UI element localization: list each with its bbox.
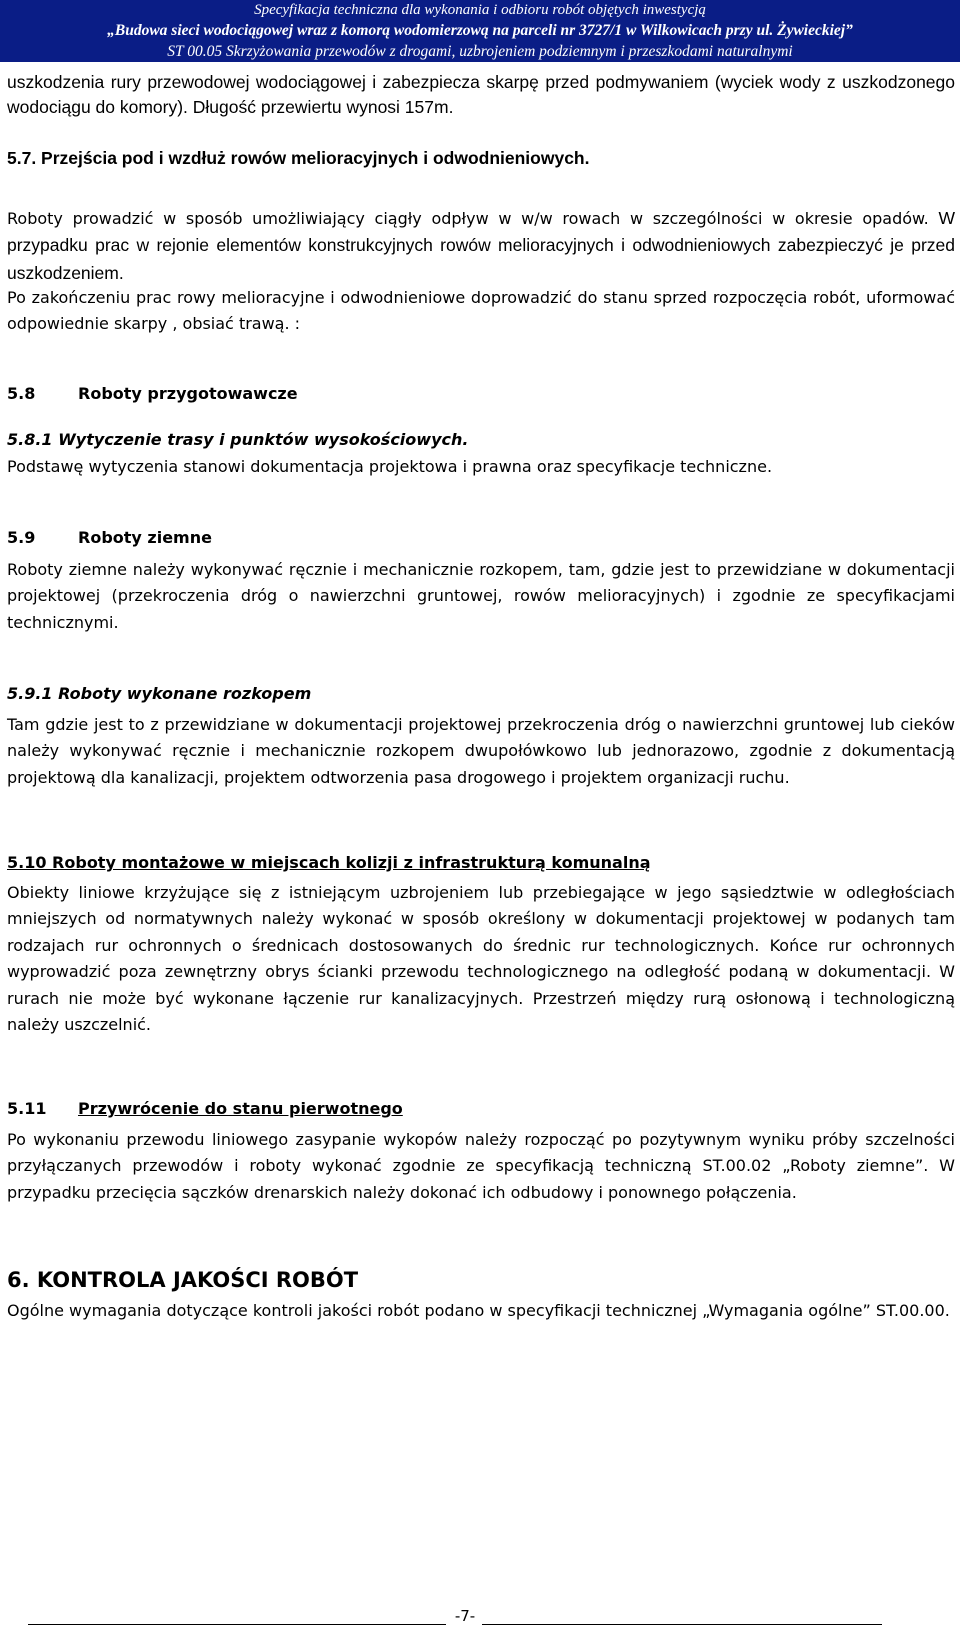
section-5-8-heading xyxy=(7,382,955,406)
section-5-7-p1-part2: W przypadku prac w rejonie elementów konstrukcyjnych rowów melioracyjnych i odwodnieniowych zabezpieczyć je przed uszkodzeniem. xyxy=(7,208,955,283)
section-5-9-title: Roboty ziemne xyxy=(78,528,212,547)
section-5-7-paragraph-1 xyxy=(7,205,955,287)
section-5-11-paragraph: Po wykonaniu przewodu liniowego zasypanie wykopów należy rozpocząć po pozytywnym wyniku próby szczelności przyłączanych przewodów i roboty wykonać zgodnie ze specyfikacją techniczną ST.00.02 „Roboty ziemne”. W przypadku przecięcia sączków drenarskich należy dokonać ich odbudowy i ponownego połączenia. xyxy=(7,1130,955,1202)
section-5-9-1-paragraph: Tam gdzie jest to z przewidziane w dokumentacji projektowej przekroczenia dróg o nawierzchni gruntowej lub cieków należy wykonywać ręcznie i mechanicznie rozkopem dwupołówkowo lub jednorazowo, zgodnie z dokumentacją projektową dla kanalizacji, projektem odtworzenia pasa drogowego i projektem organizacji ruchu. xyxy=(7,715,955,787)
header-spec-code: ST 00.05 Skrzyżowania przewodów z drogami, uzbrojeniem podziemnym i przeszkodami naturalnymi xyxy=(167,43,793,60)
page-header xyxy=(0,0,960,62)
section-5-9-number: 5.9 xyxy=(7,528,36,547)
section-5-11-heading xyxy=(7,1097,955,1121)
footer-rule-left xyxy=(28,1624,446,1625)
footer-rule-right xyxy=(482,1624,882,1625)
page-number: -7- xyxy=(454,1607,476,1625)
intro-paragraph: uszkodzenia rury przewodowej wodociągowej i zabezpiecza skarpę przed podmywaniem (wyciek wody z uszkodzonego wodociągu do komory). Długość przewiertu wynosi 157m. xyxy=(7,72,955,118)
header-spec-title: Specyfikacja techniczna dla wykonania i odbioru robót objętych inwestycją xyxy=(254,2,706,18)
section-5-7-paragraph-2: Po zakończeniu prac rowy melioracyjne i odwodnieniowe doprowadzić do stanu sprzed rozpoczęcia robót, uformować odpowiednie skarpy , obsiać trawą. : xyxy=(7,288,955,334)
section-5-7-p1-part1: Roboty prowadzić w sposób umożliwiający ciągły odpływ w w/w rowach w szczególności w okresie opadów. xyxy=(7,209,929,228)
section-5-10-heading: 5.10 Roboty montażowe w miejscach kolizji z infrastrukturą komunalną xyxy=(7,853,651,872)
header-investment-name: „Budowa sieci wodociągowej wraz z komorą wodomierzową na parceli nr 3727/1 w Wilkowicach przy ul. Żywieckiej” xyxy=(107,22,853,39)
section-5-8-1-heading: 5.8.1 Wytyczenie trasy i punktów wysokościowych. xyxy=(7,430,469,449)
section-5-8-title: Roboty przygotowawcze xyxy=(78,384,298,403)
section-5-9-paragraph: Roboty ziemne należy wykonywać ręcznie i mechanicznie rozkopem, tam, gdzie jest to przewidziane w dokumentacji projektowej (przekroczenia dróg o nawierzchni gruntowej, rowów melioracyjnych) i zgodnie ze specyfikacjami technicznymi. xyxy=(7,560,955,632)
section-5-8-number: 5.8 xyxy=(7,384,36,403)
section-6-paragraph: Ogólne wymagania dotyczące kontroli jakości robót podano w specyfikacji technicznej „Wymagania ogólne” ST.00.00. xyxy=(7,1301,950,1320)
section-5-11-number: 5.11 xyxy=(7,1099,47,1118)
section-6-heading: 6. KONTROLA JAKOŚCI ROBÓT xyxy=(7,1268,359,1292)
section-5-11-title: Przywrócenie do stanu pierwotnego xyxy=(78,1099,403,1118)
section-5-8-1-paragraph: Podstawę wytyczenia stanowi dokumentacja projektowa i prawna oraz specyfikacje techniczne. xyxy=(7,457,773,476)
section-5-9-heading xyxy=(7,526,955,550)
section-5-9-1-heading: 5.9.1 Roboty wykonane rozkopem xyxy=(7,684,312,703)
section-5-10-paragraph: Obiekty liniowe krzyżujące się z istniejącym uzbrojeniem lub przebiegające w jego sąsiedztwie w odległościach mniejszych od normatywnych należy wykonać w sposób określony w dokumentacji projektowej w podanych tam rodzajach rur ochronnych o średnicach dostosowanych do średnic rur technologicznych. Końce rur ochronnych wyprowadzić poza zewnętrzny obrys ścianki przewodu technologicznego na odległość podaną w dokumentacji. W rurach nie może być wykonane łączenie rur kanalizacyjnych. Przestrzeń między rurą osłonową i technologiczną należy uszczelnić. xyxy=(7,883,955,1035)
section-5-7-heading: 5.7. Przejścia pod i wzdłuż rowów melioracyjnych i odwodnieniowych. xyxy=(7,148,590,168)
